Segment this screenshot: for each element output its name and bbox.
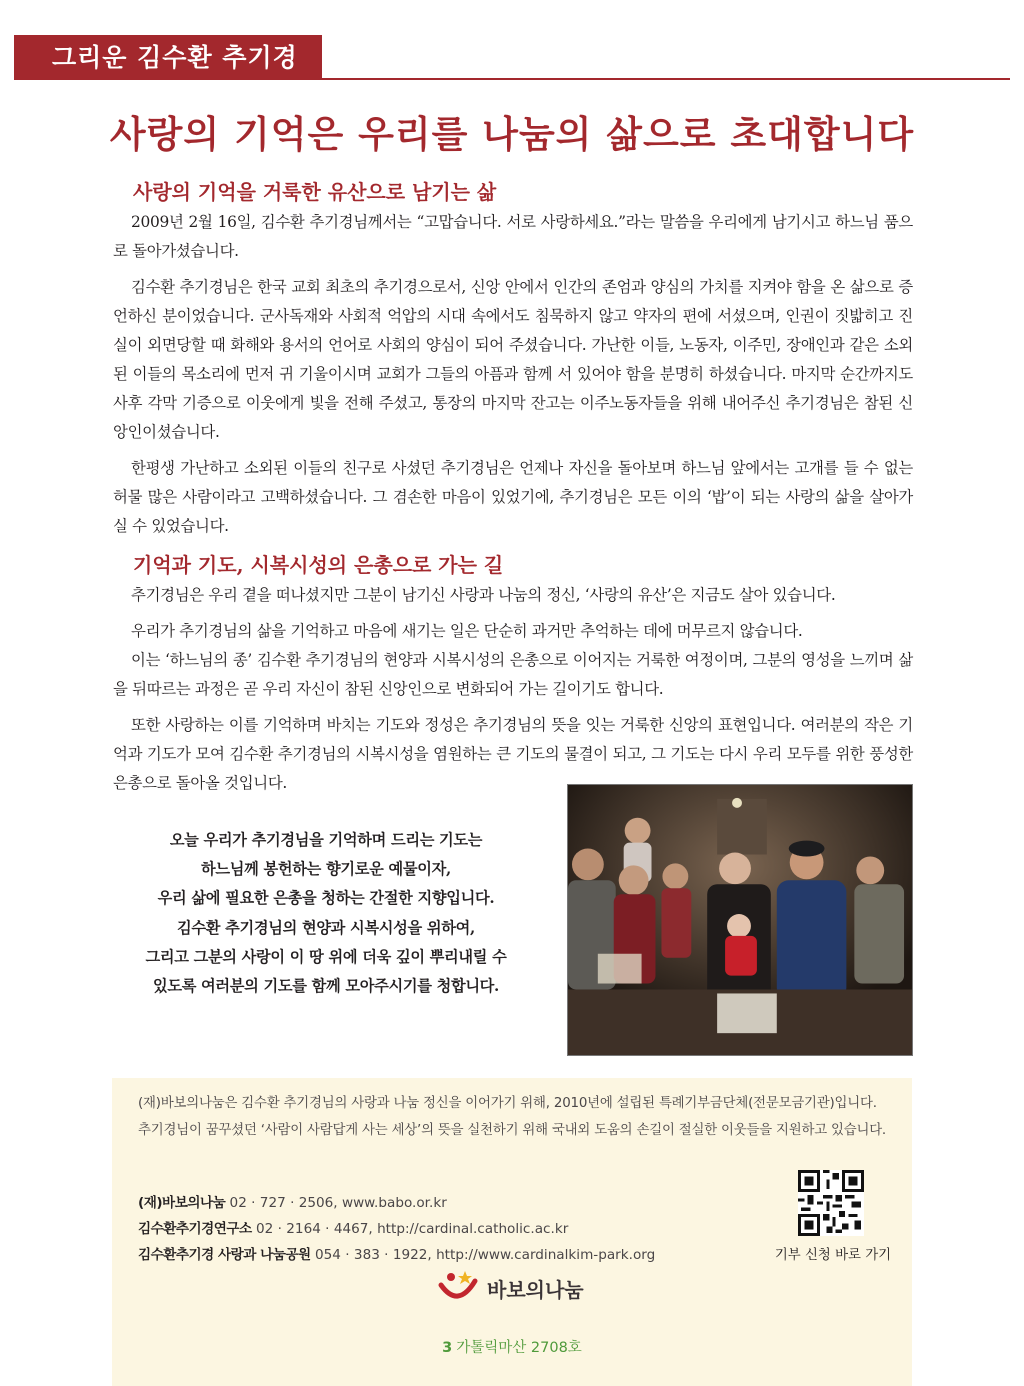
contact-org: 김수환추기경 사랑과 나눔공원 (138, 1247, 311, 1263)
contact-org: (재)바보의나눔 (138, 1195, 226, 1211)
footer-info-box (112, 1078, 912, 1386)
foundation-logo (435, 1268, 584, 1308)
page-title: 사랑의 기억은 우리를 나눔의 삶으로 초대합니다 (109, 113, 915, 156)
prayer-line: 오늘 우리가 추기경님을 기억하며 드리는 기도는 (169, 831, 483, 849)
cardinal-photo (567, 784, 913, 1056)
publication-issue: 가톨릭마산 2708호 (456, 1340, 582, 1356)
paragraph: 이는 ‘하느님의 종’ 김수환 추기경님의 현양과 시복시성의 은총으로 이어지는 거룩한 여정이며, 그분의 영성을 느끼며 삶을 뒤따르는 과정은 곧 우리 자신이 참된 신앙인으로 변화되어 가는 길이기도 합니다. (113, 651, 913, 698)
paragraph: 한평생 가난하고 소외된 이들의 친구로 사셨던 추기경님은 언제나 자신을 돌아보며 하느님 앞에서는 고개를 들 수 없는 허물 많은 사람이라고 고백하셨습니다. 그 겸손한 마음이 있었기에, 추기경님은 모든 이의 ‘밥’이 되는 사랑의 삶을 살아가실 수 있었습니다. (113, 459, 913, 535)
prayer-line: 있도록 여러분의 기도를 함께 모아주시기를 청합니다. (152, 977, 500, 996)
paragraph: 또한 사랑하는 이를 기억하며 바치는 기도와 정성은 추기경님의 뜻을 잇는 거룩한 신앙의 표현입니다. 여러분의 작은 기억과 기도가 모여 김수환 추기경님의 시복시성을 염원하는 큰 기도의 물결이 되고, 그 기도는 다시 우리 모두를 위한 풍성한 은총으로 돌아올 것입니다. (113, 716, 913, 792)
donation-qr-code[interactable] (798, 1170, 864, 1236)
section-heading-2: 기억과 기도, 시복시성의 은총으로 가는 길 (133, 553, 504, 577)
prayer-line: 하느님께 봉헌하는 향기로운 예물이자, (201, 860, 451, 879)
contact-item (138, 1242, 788, 1268)
contact-info[interactable]: 054 · 383 · 1922, http://www.cardinalkim-park.org (310, 1247, 656, 1263)
contact-info[interactable]: 02 · 2164 · 4467, http://cardinal.catholic.ac.kr (251, 1221, 569, 1237)
section-heading-1: 사랑의 기억을 거룩한 유산으로 남기는 삶 (133, 180, 497, 204)
babo-logo-icon (435, 1269, 481, 1307)
page-number: 3 (442, 1340, 453, 1356)
contact-list (138, 1190, 788, 1268)
header-divider (14, 78, 1010, 80)
qr-caption: 기부 신청 바로 가기 (774, 1248, 892, 1263)
prayer-line: 김수환 추기경님의 현양과 시복시성을 위하여, (177, 918, 475, 937)
paragraph: 김수환 추기경님은 한국 교회 최초의 추기경으로서, 신앙 안에서 인간의 존엄과 양심의 가치를 지켜야 함을 온 삶으로 증언하신 분이었습니다. 군사독재와 사회적 억압의 시대 속에서도 침묵하지 않고 약자의 편에 서셨으며, 인권이 짓밟히고 진실이 외면당할 때 화해와 용서의 언어로 사회의 양심이 되어 주셨습니다. 가난한 이들, 노동자, 이주민, 장애인과 같은 소외된 이들의 목소리에 먼저 귀 기울이시며 교회가 그들의 아픔과 함께 서 있어야 함을 분명히 하셨습니다. 마지막 순간까지도 사후 각막 기증으로 이웃에게 빛을 전해 주셨고, 통장의 마지막 잔고는 이주노동자들을 위해 내어주신 추기경님은 참된 신앙인이셨습니다. (113, 278, 913, 441)
contact-info[interactable]: 02 · 727 · 2506, www.babo.or.kr (225, 1195, 447, 1211)
contact-org: 김수환추기경연구소 (138, 1221, 252, 1237)
paragraph: 우리가 추기경님의 삶을 기억하고 마음에 새기는 일은 단순히 과거만 추억하는 데에 머무르지 않습니다. (131, 622, 803, 640)
paragraph: 추기경님은 우리 곁을 떠나셨지만 그분이 남기신 사랑과 나눔의 정신, ‘사랑의 유산’은 지금도 살아 있습니다. (131, 586, 836, 604)
foundation-intro: (재)바보의나눔은 김수환 추기경님의 사랑과 나눔 정신을 이어가기 위해, 2010년에 설립된 특례기부금단체(전문모금기관)입니다. 추기경님이 꿈꾸셨던 ‘사람이 사람답게 사는 세상’의 뜻을 실천하기 위해 국내외 도움의 손길이 절실한 이웃들을 지원하고 있습니다. (138, 1096, 886, 1138)
article-body (113, 178, 913, 798)
paragraph: 2009년 2월 16일, 김수환 추기경님께서는 “고맙습니다. 서로 사랑하세요.”라는 말씀을 우리에게 남기시고 하느님 품으로 돌아가셨습니다. (113, 213, 913, 260)
prayer-line: 그리고 그분의 사랑이 이 땅 위에 더욱 깊이 뿌리내릴 수 (145, 947, 507, 966)
prayer-text (108, 826, 544, 1001)
section-tag: 그리운 김수환 추기경 (14, 35, 322, 80)
contact-item (138, 1190, 788, 1216)
page-footer (112, 1336, 912, 1357)
logo-text: 바보의나눔 (487, 1277, 584, 1302)
prayer-line: 우리 삶에 필요한 은총을 청하는 간절한 지향입니다. (157, 889, 495, 908)
contact-item (138, 1216, 788, 1242)
